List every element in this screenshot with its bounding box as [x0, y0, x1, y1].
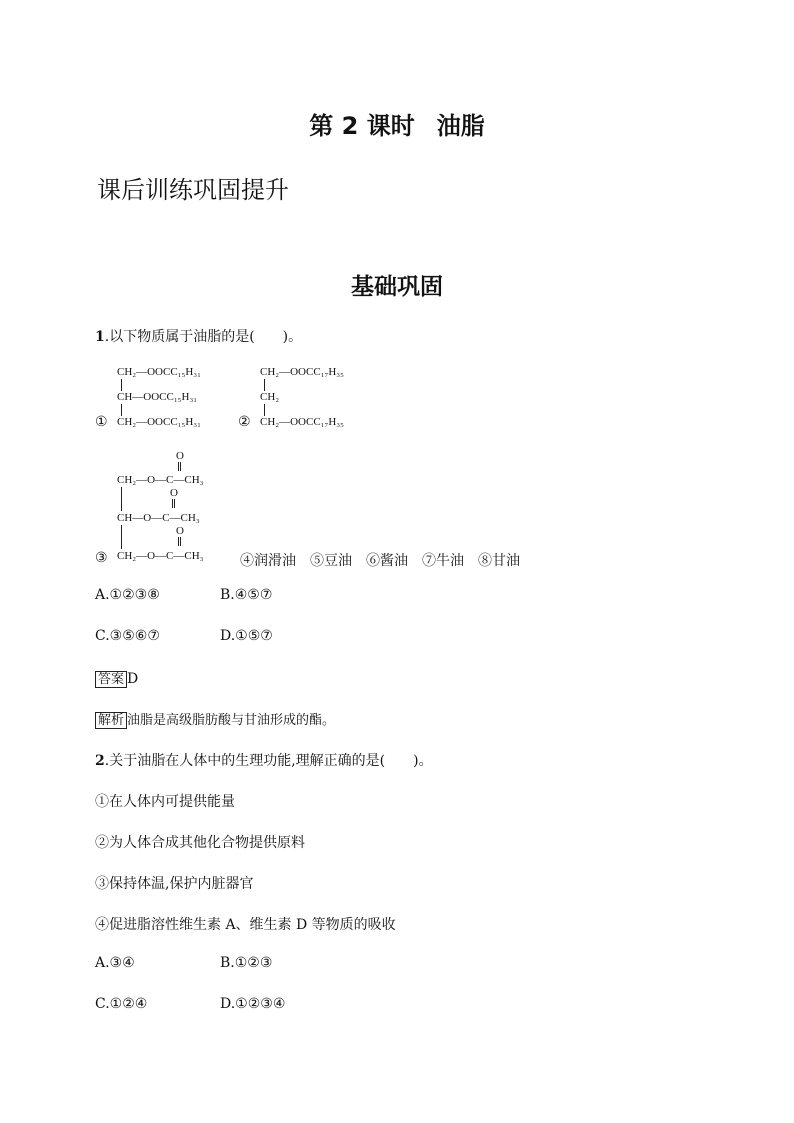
section-heading: 基础巩固	[351, 274, 443, 300]
carbonyl-o-2: O	[170, 487, 178, 499]
carbonyl-o-1: O	[176, 450, 184, 462]
answer-label: 答案	[95, 671, 127, 688]
question-1-stem	[95, 326, 302, 346]
q2-option-a[interactable]: A.③④	[95, 955, 135, 971]
structure-2-line3: CH₂—OOCC₁₇H₃₅	[260, 416, 344, 428]
analysis-label: 解析	[95, 712, 127, 729]
analysis-text: 油脂是高级脂肪酸与甘油形成的酯。	[127, 713, 336, 728]
structure-1-line3: CH₂—OOCC₁₅H₃₁	[117, 416, 201, 428]
page-subtitle: 课后训练巩固提升	[97, 176, 289, 204]
structure-2-line2: CH₂	[260, 391, 280, 403]
title-lesson: 第 2 课时	[309, 112, 415, 140]
structure-3-line2: CH—O—C—CH₃	[117, 512, 200, 524]
question-2-stem	[95, 750, 433, 770]
q2-item-4: ④促进脂溶性维生素 A、维生素 D 等物质的吸收	[95, 917, 396, 933]
q1-answer	[95, 668, 138, 687]
question-2-text: .关于油脂在人体中的生理功能,理解正确的是( )。	[104, 753, 433, 769]
structure-2-line1: CH₂—OOCC₁₇H₃₅	[260, 366, 344, 378]
structure-3-line3: CH₂—O—C—CH₃	[117, 550, 204, 562]
carbonyl-o-3: O	[176, 525, 184, 537]
q2-option-b[interactable]: B.①②③	[220, 955, 273, 971]
q1-option-a[interactable]: A.①②③⑧	[95, 587, 160, 603]
q2-option-c[interactable]: C.①②④	[95, 996, 148, 1012]
q1-option-d[interactable]: D.①⑤⑦	[220, 628, 273, 644]
q2-item-2: ②为人体合成其他化合物提供原料	[95, 835, 305, 851]
q1-option-b[interactable]: B.④⑤⑦	[220, 587, 273, 603]
structure-2-label: ②	[238, 414, 251, 430]
q1-analysis	[95, 709, 335, 728]
q2-option-d[interactable]: D.①②③④	[220, 996, 286, 1012]
q1-option-c[interactable]: C.③⑤⑥⑦	[95, 628, 160, 644]
q2-item-3: ③保持体温,保护内脏器官	[95, 876, 254, 892]
question-2-number: 2	[95, 753, 105, 769]
question-1-other-substances: ④润滑油 ⑤豆油 ⑥酱油 ⑦牛油 ⑧甘油	[240, 553, 520, 569]
structure-1-line1: CH₂—OOCC₁₅H₃₁	[117, 366, 201, 378]
structure-1-line2: CH—OOCC₁₅H₃₁	[117, 391, 198, 403]
answer-value: D	[127, 671, 139, 687]
title-topic: 油脂	[436, 112, 485, 140]
q2-item-1: ①在人体内可提供能量	[95, 794, 235, 810]
page-title	[0, 106, 794, 141]
structure-1-label: ①	[95, 414, 108, 430]
question-1-text: .以下物质属于油脂的是( )。	[104, 329, 303, 345]
structure-3-line1: CH₂—O—C—CH₃	[117, 474, 204, 486]
structure-3-label: ③	[95, 550, 108, 566]
question-1-number: 1	[95, 329, 105, 345]
